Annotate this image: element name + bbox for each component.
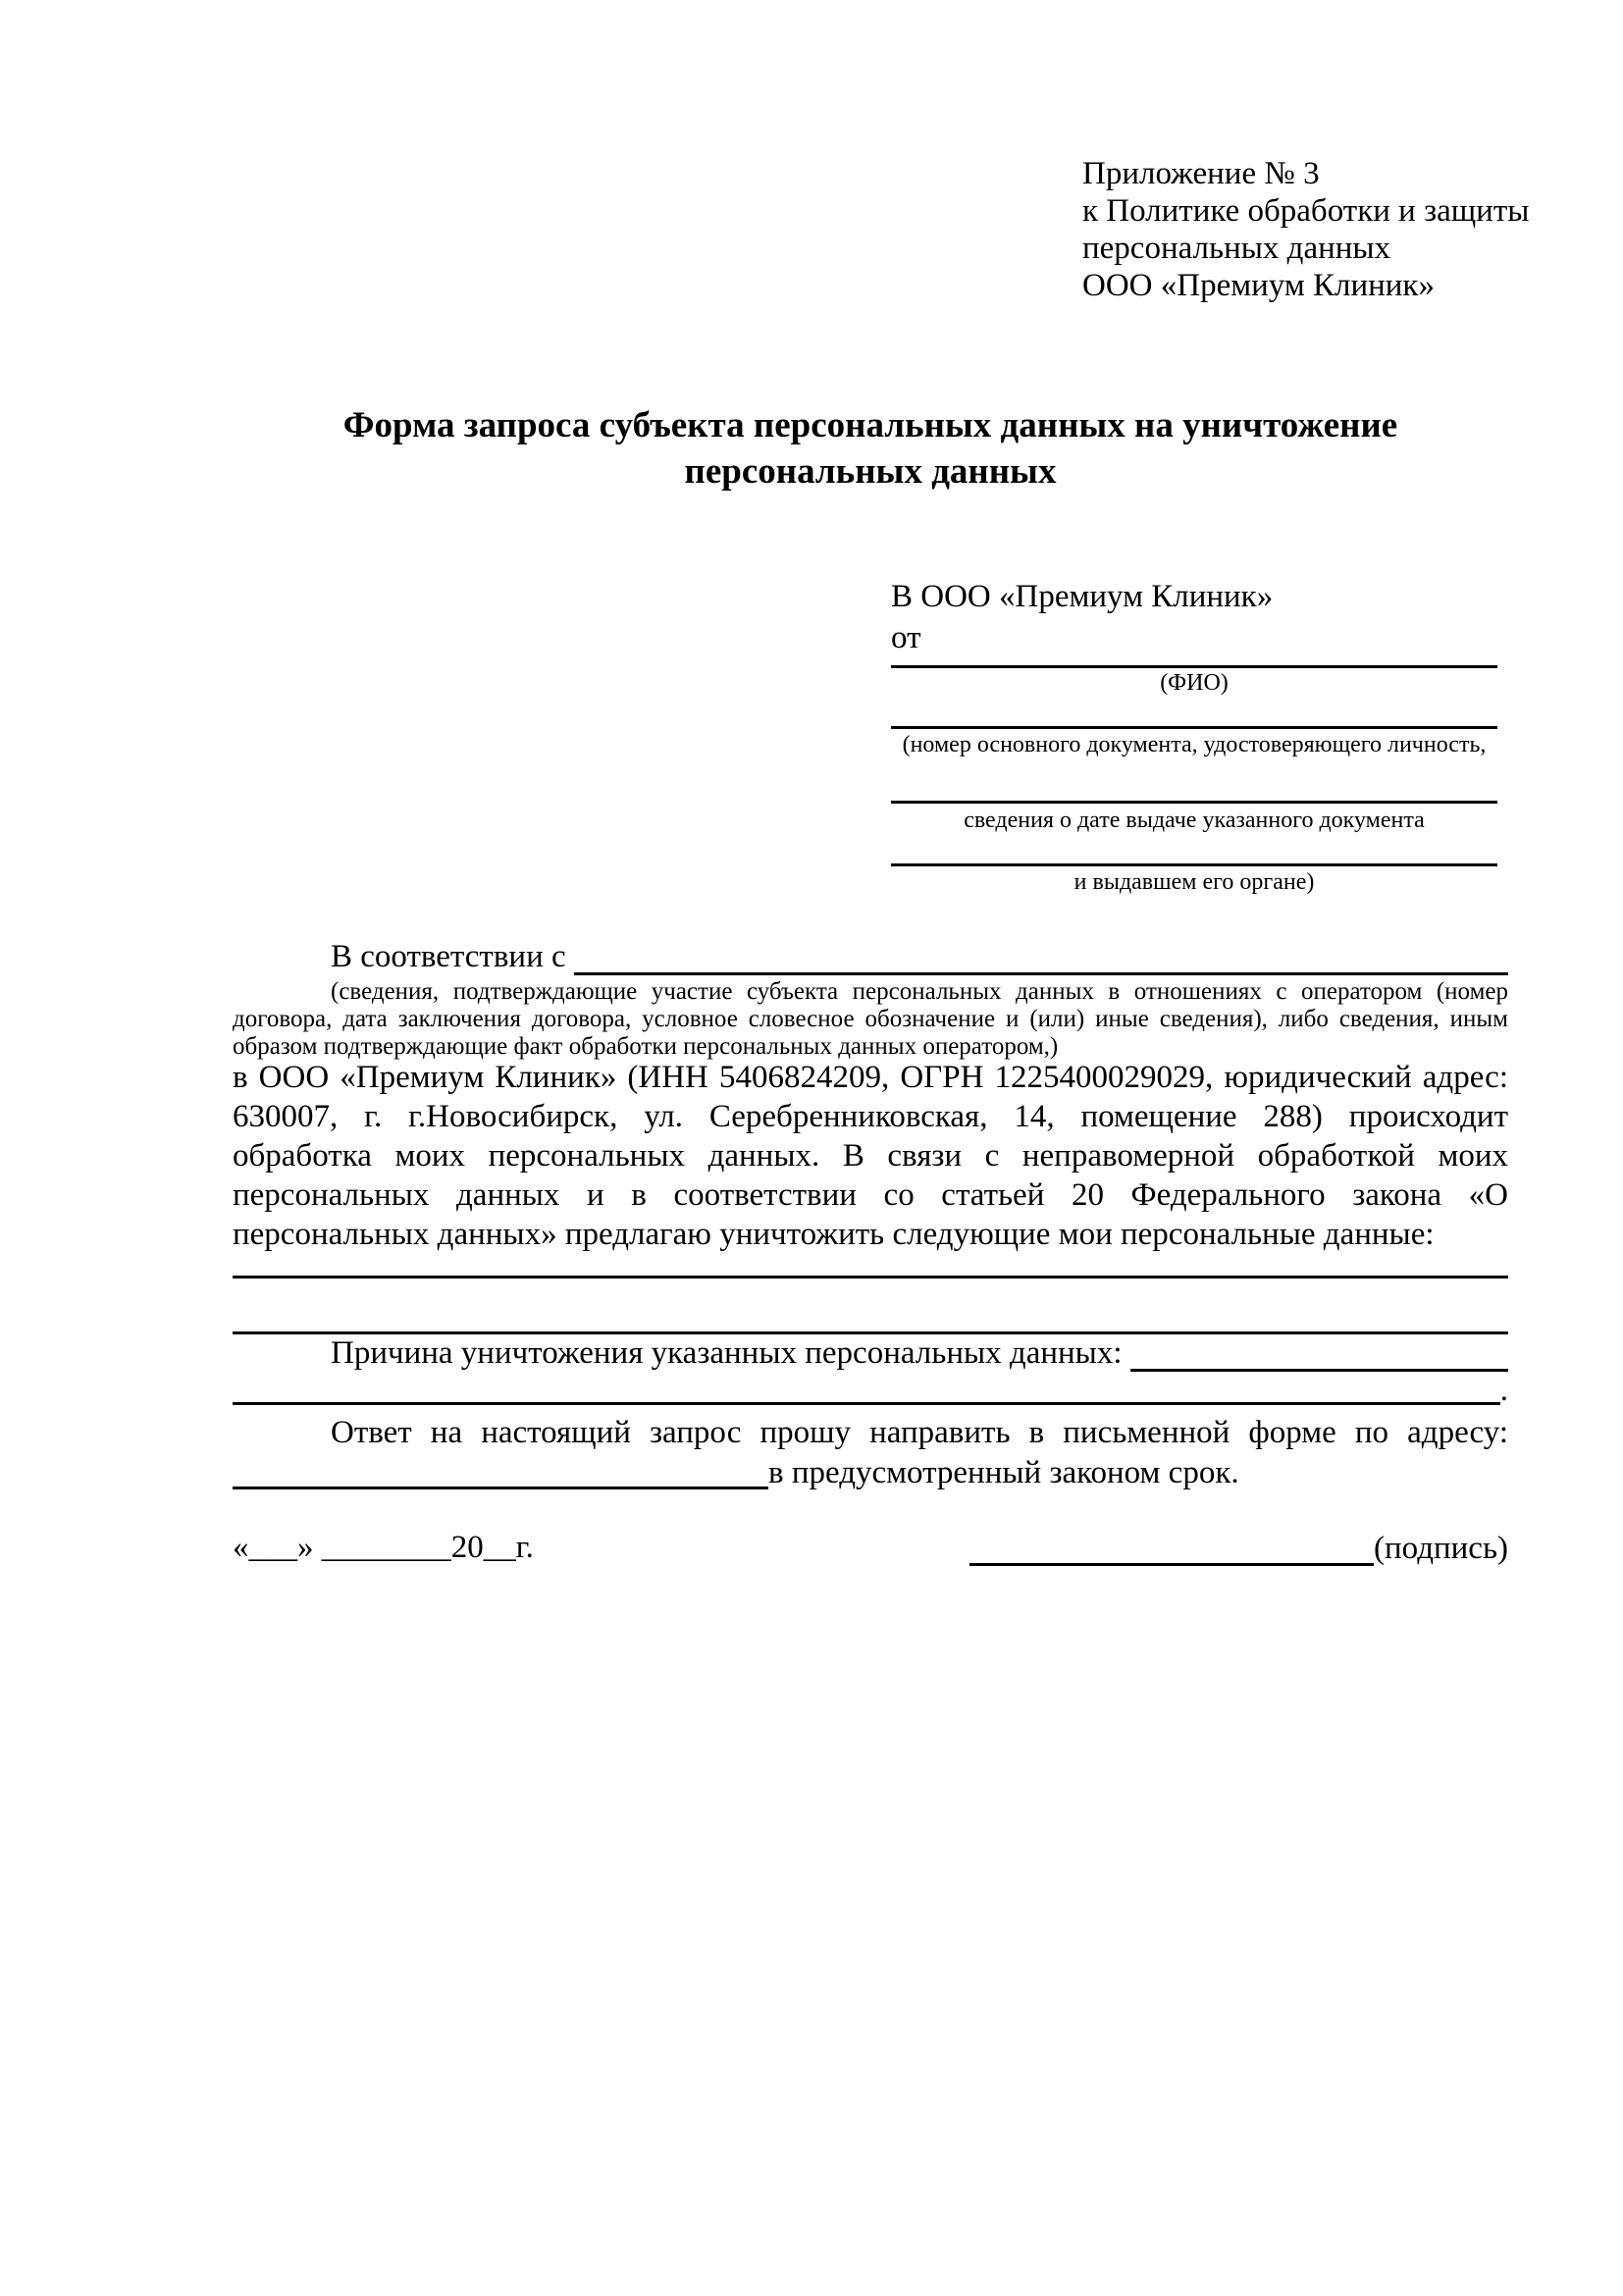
personal-data-blank-line-1 <box>233 1276 1508 1278</box>
reason-blank-line-2 <box>233 1402 1500 1405</box>
signature-group <box>969 1531 1508 1566</box>
reason-row <box>233 1334 1508 1372</box>
date-signature-row <box>233 1527 1508 1566</box>
signature-caption: (подпись) <box>1374 1531 1508 1566</box>
address-blank-line <box>233 1487 768 1489</box>
reason-label: Причина уничтожения указанных персональных данных: <box>331 1335 1123 1371</box>
addressee-block <box>891 577 1497 911</box>
date-field: «___» ________20__г. <box>233 1530 534 1565</box>
document-number-caption: (номер основного документа, удостоверяющего личность, <box>902 732 1487 757</box>
appendix-note-line: персональных данных <box>1082 231 1391 266</box>
fio-caption: (ФИО) <box>1160 670 1229 696</box>
addressee-from: от <box>891 620 921 655</box>
body-paragraph: в ООО «Премиум Клиник» (ИНН 5406824209, ОГРН 1225400029029, юридический адрес: 630007, г. г.Новосибирск, ул. Серебренниковская, 14, помещение 288) происходит обработка моих персональных данных. В связи с неправомерной обработкой моих персональных данных и в соответствии со статьей 20 Федерального закона «О персональных данных» предлагаю уничтожить следующие мои персональные данные: <box>233 1060 1508 1252</box>
compliance-footnote: (сведения, подтверждающие участие субъекта персональных данных в отношениях с оператором (номер договора, дата заключения договора, условное словесное обозначение и (или) иные сведения), либо сведения, иным образом подтверждающие факт обработки персональных данных оператором,) <box>233 978 1508 1060</box>
document-number-blank-line <box>891 726 1497 729</box>
compliance-lead: В соответствии с <box>331 939 566 974</box>
page-title: Форма запроса субъекта персональных данных на уничтожение персональных данных <box>342 405 1398 492</box>
reason-period: . <box>1499 1373 1508 1408</box>
appendix-note-line: Приложение № 3 <box>1082 156 1320 191</box>
signature-blank-line <box>969 1563 1374 1566</box>
compliance-blank-line <box>574 972 1508 975</box>
appendix-note-line: к Политике обработки и защиты <box>1082 193 1530 229</box>
appendix-note-line: ООО «Премиум Клиник» <box>1082 268 1435 303</box>
response-address-row <box>233 1454 1508 1489</box>
fio-blank-line <box>891 665 1497 668</box>
issuing-authority-blank-line <box>891 863 1497 866</box>
reason-continuation-row <box>233 1372 1508 1408</box>
addressee-to: В ООО «Премиум Клиник» <box>891 579 1274 614</box>
document-date-blank-line <box>891 801 1497 804</box>
issuing-authority-caption: и выдавшем его органе) <box>1073 869 1315 895</box>
document-date-caption: сведения о дате выдаче указанного документа <box>964 808 1425 833</box>
response-lead: Ответ на настоящий запрос прошу направить в письменной форме по адресу: <box>331 1415 1508 1450</box>
response-tail: в предусмотренный законом срок. <box>768 1455 1239 1490</box>
appendix-note <box>1082 155 1530 304</box>
compliance-row <box>233 938 1508 975</box>
